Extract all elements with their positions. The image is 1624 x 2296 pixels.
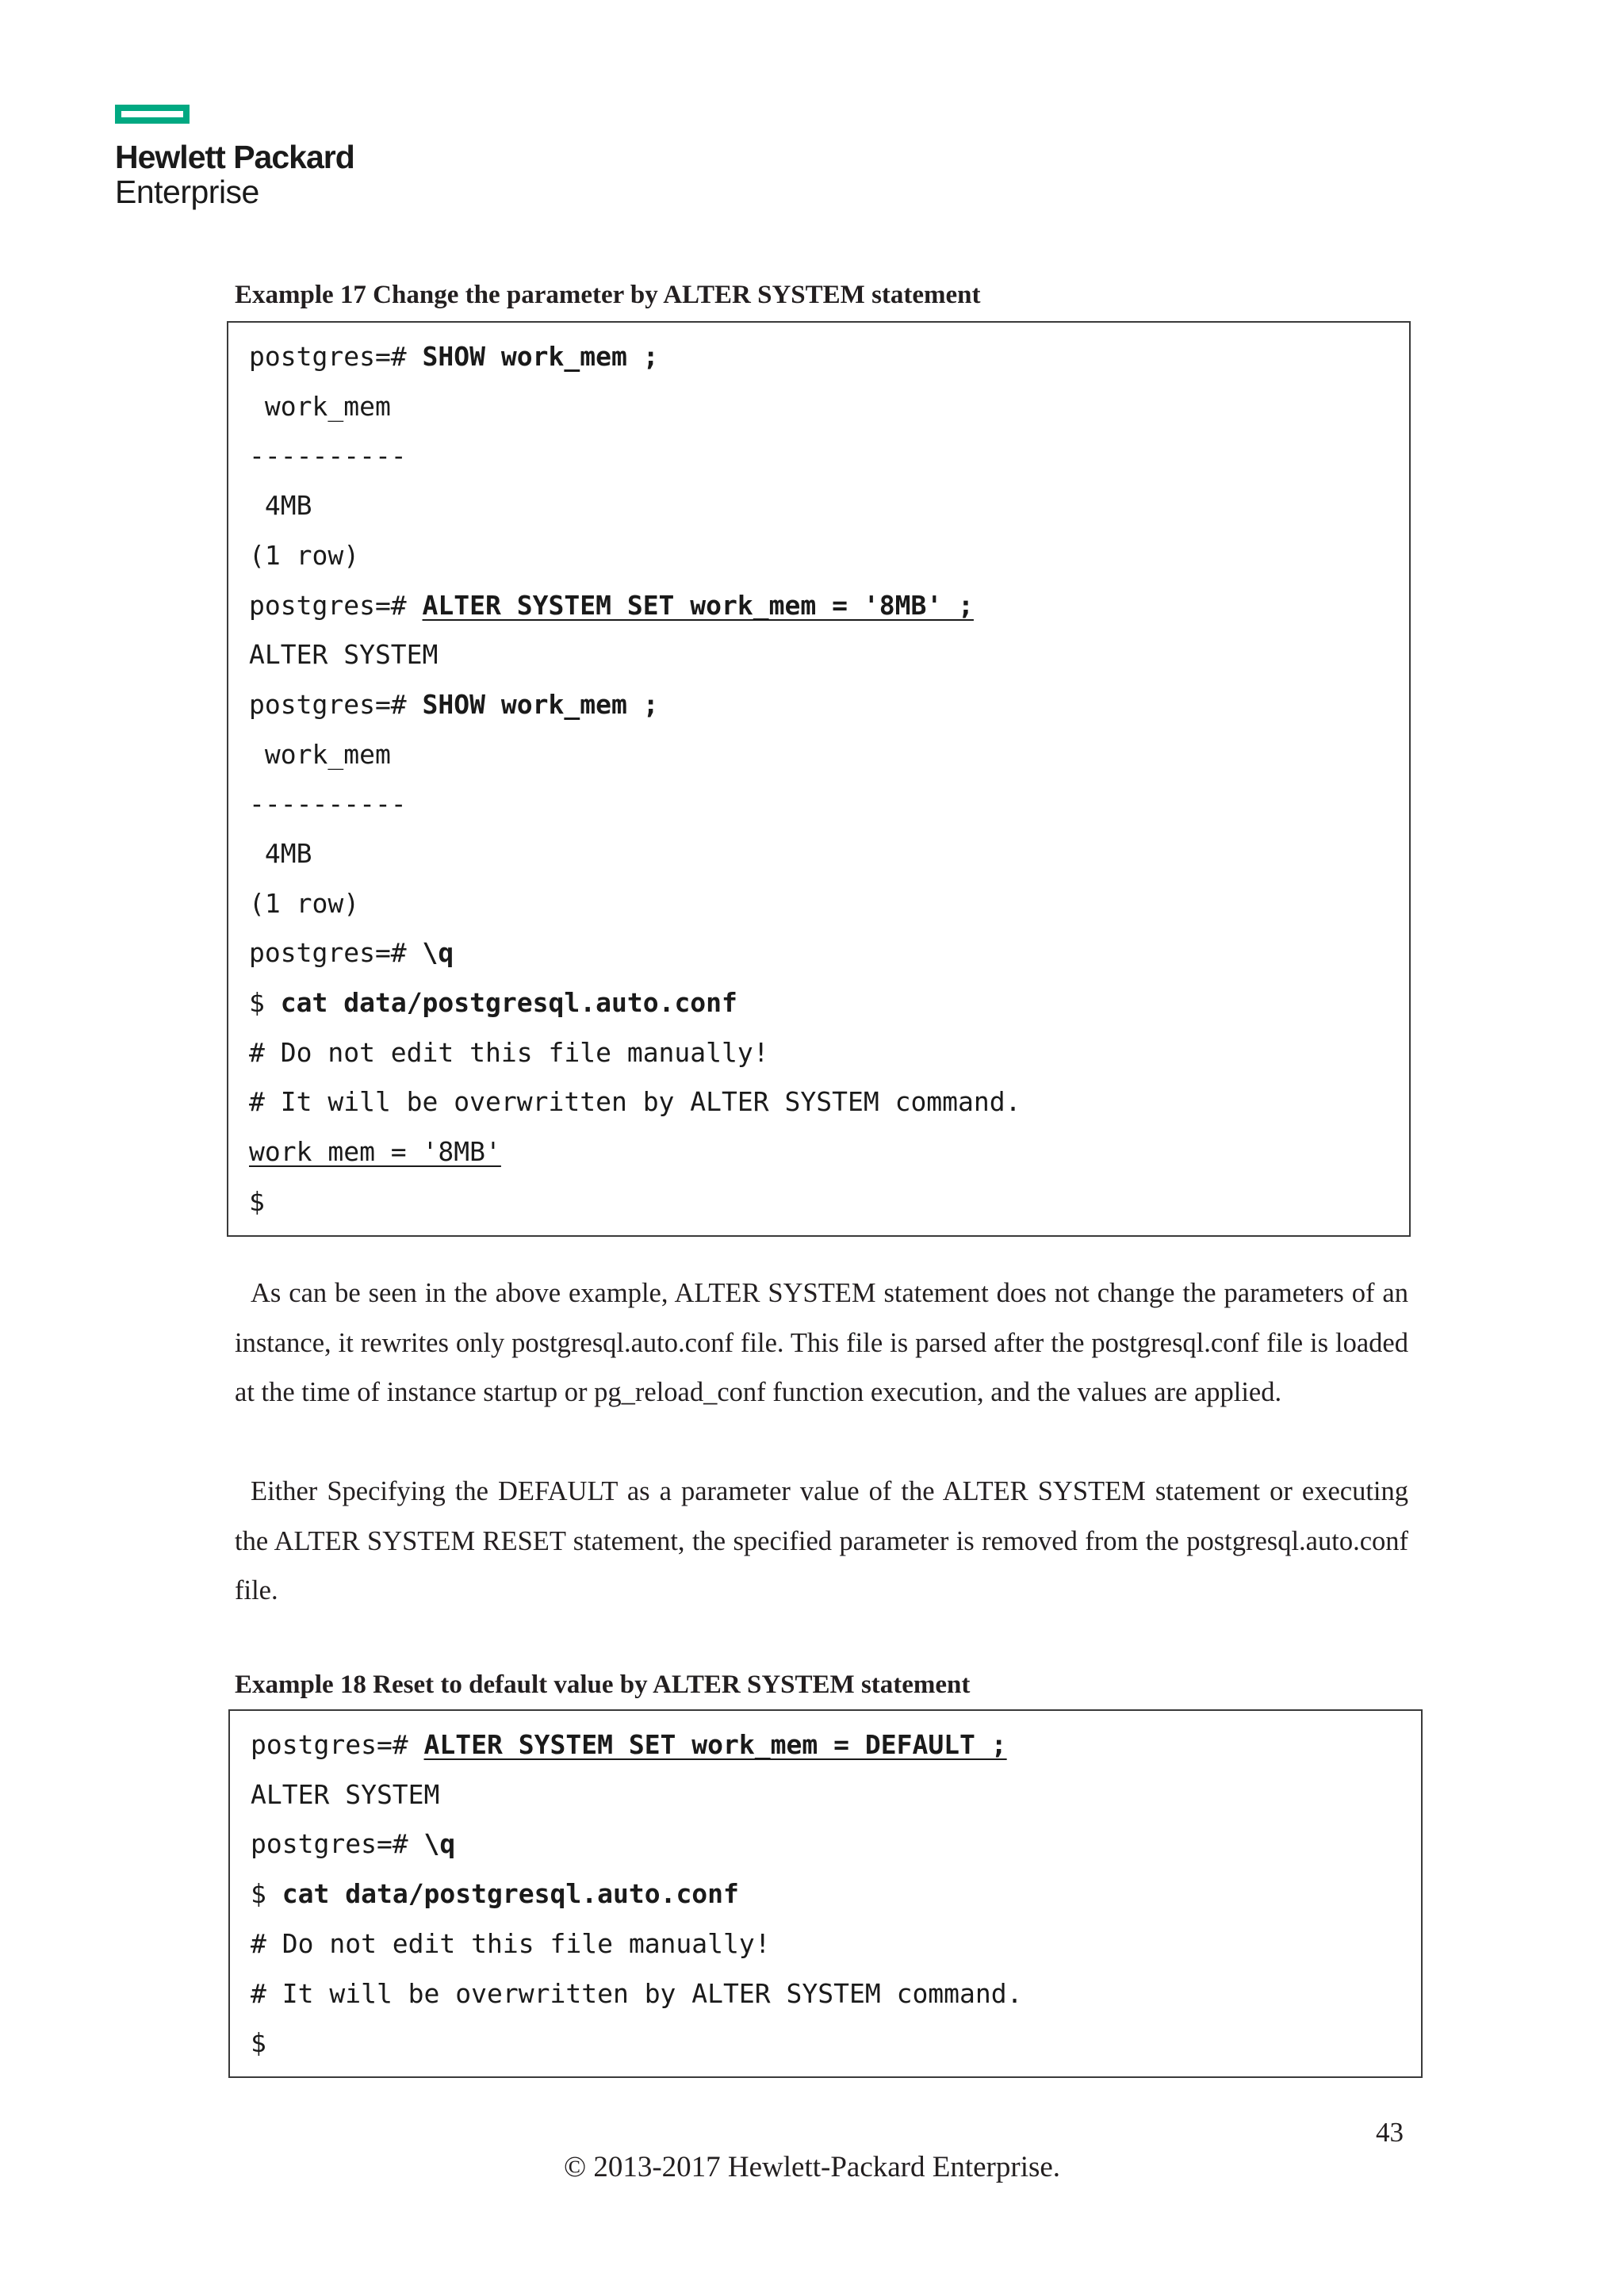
code-line: $ [249, 1186, 265, 1217]
logo-text-line1: Hewlett Packard [115, 139, 354, 175]
hpe-logo [115, 105, 354, 209]
example-17-caption: Example 17 Change the parameter by ALTER SYSTEM statement [235, 281, 981, 309]
code-line: $ [251, 2027, 266, 2058]
code-line: work_mem = '8MB' [249, 1136, 501, 1167]
code-line: (1 row) [249, 888, 360, 919]
body-paragraph: As can be seen in the above example, ALTER SYSTEM statement does not change the parameters of an instance, it rewrites only postgresql.auto.conf file. This file is parsed after the postgresql.conf file is loaded at the time of instance startup or pg_reload_conf function execution, and the values are applied. [235, 1278, 1408, 1407]
code-line: $ cat data/postgresql.auto.conf [251, 1878, 739, 1909]
logo-text-line2: Enterprise [115, 174, 259, 210]
code-line: postgres=# \q [251, 1828, 456, 1859]
example-18-caption: Example 18 Reset to default value by ALTER SYSTEM statement [235, 1670, 971, 1699]
code-line: ALTER SYSTEM [249, 639, 439, 670]
hpe-logo-mark [115, 105, 190, 124]
code-line: # Do not edit this file manually! [251, 1928, 771, 1959]
code-line: postgres=# ALTER SYSTEM SET work_mem = DEFAULT ; [251, 1729, 1007, 1760]
example-18-code-block [228, 1709, 1423, 2078]
code-line: postgres=# SHOW work_mem ; [249, 689, 659, 720]
code-line: 4MB [249, 838, 312, 869]
code-line: # Do not edit this file manually! [249, 1037, 769, 1068]
code-line: # It will be overwritten by ALTER SYSTEM command. [249, 1086, 1021, 1117]
body-paragraph: Either Specifying the DEFAULT as a parameter value of the ALTER SYSTEM statement or executing the ALTER SYSTEM RESET statement, the specified parameter is removed from the postgresql.auto.conf file. [235, 1476, 1408, 1605]
example-17-code-block [227, 321, 1411, 1237]
code-line: ALTER SYSTEM [251, 1779, 440, 1810]
code-line: (1 row) [249, 540, 360, 571]
code-line: ---------- [249, 440, 407, 471]
page-number: 43 [1376, 2117, 1404, 2148]
code-line: postgres=# SHOW work_mem ; [249, 341, 659, 372]
code-line: $ cat data/postgresql.auto.conf [249, 987, 737, 1018]
code-line: postgres=# ALTER SYSTEM SET work_mem = '8MB' ; [249, 590, 974, 621]
code-line: # It will be overwritten by ALTER SYSTEM command. [251, 1978, 1023, 2009]
copyright-footer: © 2013-2017 Hewlett-Packard Enterprise. [563, 2151, 1061, 2183]
code-line: 4MB [249, 490, 312, 521]
code-line: work_mem [249, 739, 391, 770]
code-line: ---------- [249, 788, 407, 819]
code-line: work_mem [249, 391, 391, 422]
code-line: postgres=# \q [249, 937, 454, 968]
